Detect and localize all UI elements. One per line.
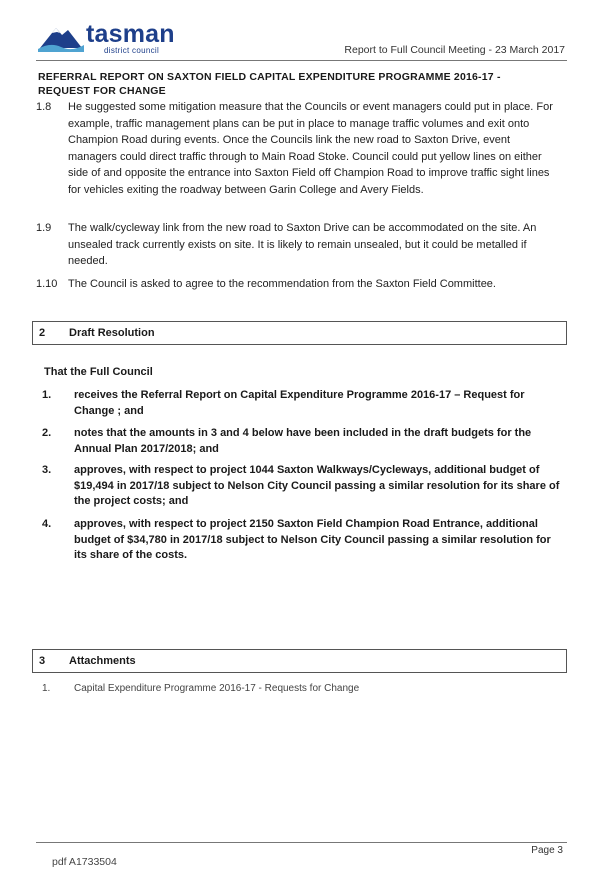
paragraph-text: The walk/cycleway link from the new road to Saxton Drive can be accommodated on the site. An unsealed track currently exists on site. It is likely to remain unsealed, but it could be metalled if needed. (68, 222, 537, 267)
attachment-number: 1. (42, 683, 51, 694)
paragraph-1-9 (36, 220, 556, 270)
resolution-item (42, 426, 562, 457)
section-title: Attachments (69, 655, 136, 667)
paragraph-number: 1.9 (36, 222, 52, 234)
paragraph-number: 1.10 (36, 278, 58, 290)
resolution-number: 4. (42, 518, 52, 530)
paragraph-1-8 (36, 99, 556, 198)
attachment-title[interactable]: Capital Expenditure Programme 2016-17 - Requests for Change (74, 683, 360, 694)
tasman-logo (38, 20, 178, 58)
resolution-text: approves, with respect to project 2150 Saxton Field Champion Road Entrance, additional budget of $34,780 in 2017/18 subject to Nelson City Council passing a similar resolution for its share of the costs. (74, 518, 551, 561)
resolution-text: receives the Referral Report on Capital Expenditure Programme 2016-17 – Request for Change ; and (74, 389, 525, 417)
section-number: 2 (39, 327, 46, 339)
footer-divider (36, 842, 567, 843)
section-number: 3 (39, 655, 46, 667)
section-heading-draft-resolution (32, 321, 567, 345)
resolution-item (42, 388, 562, 419)
resolution-text: approves, with respect to project 1044 Saxton Walkways/Cycleways, additional budget of $19,494 in 2017/18 subject to Nelson City Council passing a similar resolution for its share of the project costs; and (74, 464, 560, 507)
paragraph-text: He suggested some mitigation measure that the Councils or event managers could put in place. For example, traffic management plans can be put in place to manage traffic volumes and exit onto Champion Road during events. Once the Councils link the new road to Saxton Drive, event managers could direct traffic through to Main Road Stoke. Council could put yellow lines on either side of and opposite the entrance into Saxton Field off Champion Road to improve traffic sight lines for vehicles exiting the roadway between Garin College and Avery Fields. (68, 101, 553, 196)
resolution-intro: That the Full Council (44, 366, 153, 378)
logo-subtitle: district council (104, 46, 160, 55)
resolution-item (42, 463, 562, 510)
resolution-item (42, 517, 562, 564)
paragraph-text: The Council is asked to agree to the recommendation from the Saxton Field Committee. (68, 278, 496, 290)
page-number: Page 3 (531, 845, 563, 856)
logo-wordmark: tasman (86, 20, 175, 48)
resolution-number: 1. (42, 389, 52, 401)
resolution-number: 2. (42, 427, 52, 439)
header-divider (36, 60, 567, 61)
section-heading-attachments (32, 649, 567, 673)
resolution-text: notes that the amounts in 3 and 4 below have been included in the draft budgets for the Annual Plan 2017/2018; and (74, 427, 532, 455)
paragraph-number: 1.8 (36, 101, 52, 113)
report-title: REFERRAL REPORT ON SAXTON FIELD CAPITAL EXPENDITURE PROGRAMME 2016-17 - REQUEST FOR CHANGE (38, 71, 501, 97)
mountain-logo-icon (38, 22, 84, 52)
resolution-number: 3. (42, 464, 52, 476)
section-title: Draft Resolution (69, 327, 155, 339)
pdf-reference: pdf A1733504 (52, 856, 117, 868)
meeting-header: Report to Full Council Meeting - 23 March 2017 (344, 44, 565, 56)
paragraph-1-10 (36, 276, 556, 293)
